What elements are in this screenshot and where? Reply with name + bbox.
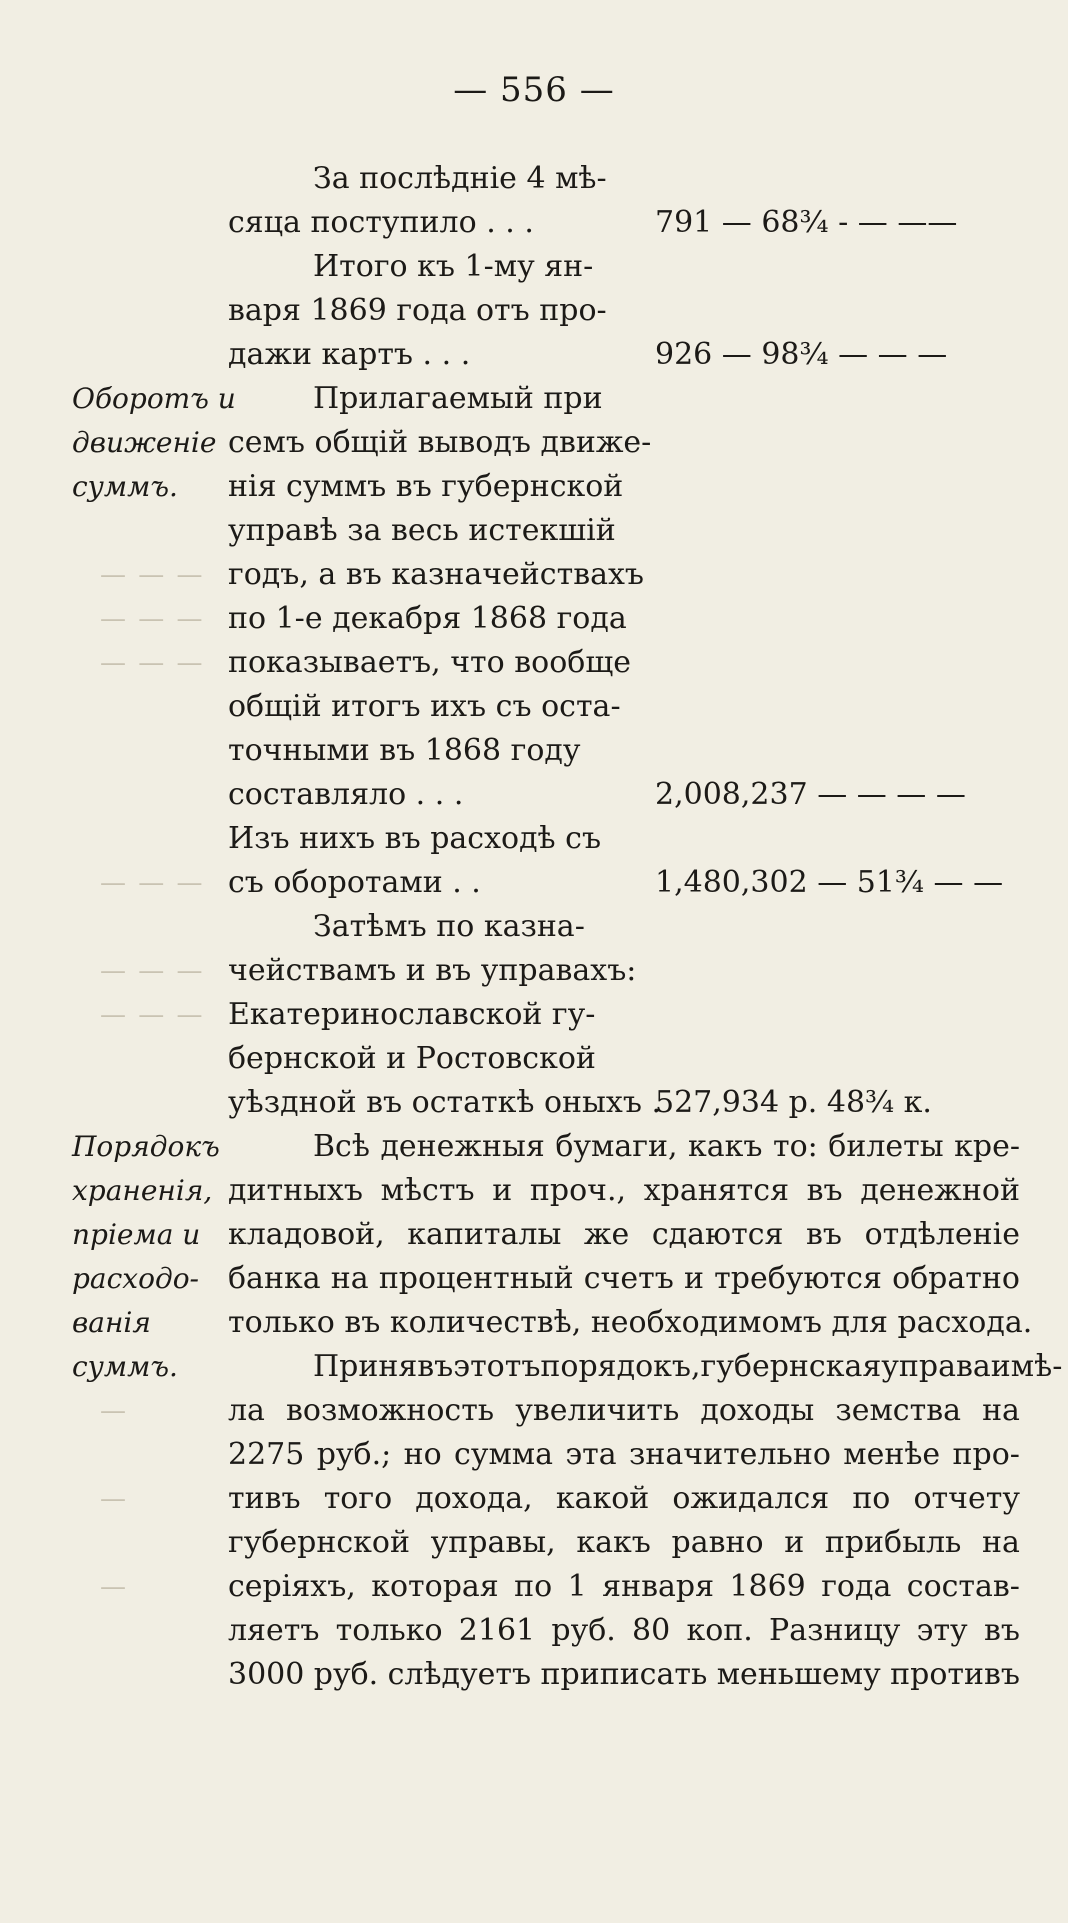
text-line bbox=[228, 157, 1028, 201]
line-text: семъ общій выводъ движе- bbox=[228, 425, 652, 460]
line-text: серіяхъ, которая по 1 января 1869 года состав- bbox=[228, 1569, 1020, 1604]
text-line bbox=[228, 201, 1028, 245]
margin-note: Оборотъ и bbox=[72, 382, 236, 415]
text-line bbox=[228, 1609, 1028, 1653]
margin-note: Порядокъ bbox=[72, 1130, 220, 1163]
text-line bbox=[228, 1521, 1028, 1565]
page-number: — 556 — bbox=[453, 70, 615, 110]
line-text: ла возможность увеличить доходы земства на bbox=[228, 1393, 1020, 1428]
bleed-mark: — — — bbox=[100, 604, 205, 634]
line-text: варя 1869 года отъ про- bbox=[228, 293, 607, 328]
line-text: Прилагаемый при bbox=[313, 381, 603, 416]
text-line bbox=[228, 905, 1028, 949]
amount-value: 791 — 68¾ - — —— bbox=[655, 205, 958, 240]
text-line bbox=[228, 949, 1028, 993]
text-line bbox=[228, 465, 1028, 509]
line-text: Принявъ этотъ порядокъ, губернская управа имѣ- bbox=[313, 1349, 1063, 1384]
text-line bbox=[228, 553, 1028, 597]
line-text: общій итогъ ихъ съ оста- bbox=[228, 689, 621, 724]
text-line bbox=[228, 421, 1028, 465]
text-line bbox=[228, 1389, 1028, 1433]
text-line bbox=[228, 245, 1028, 289]
line-text: бернской и Ростовской bbox=[228, 1041, 596, 1076]
text-line bbox=[228, 1213, 1028, 1257]
text-line bbox=[228, 1125, 1028, 1169]
line-text: банка на процентный счетъ и требуются обратно bbox=[228, 1261, 1020, 1296]
margin-note: движеніе bbox=[72, 426, 217, 459]
margin-note: расходо- bbox=[72, 1262, 200, 1295]
text-line bbox=[228, 1257, 1028, 1301]
amount-value: 926 — 98¾ — — — bbox=[655, 337, 948, 372]
line-text: Всѣ денежныя бумаги, какъ то: билеты кре- bbox=[313, 1129, 1020, 1164]
bleed-mark: — bbox=[100, 1396, 128, 1426]
line-text: годъ, а въ казначействахъ bbox=[228, 557, 644, 592]
line-text: Екатеринославской гу- bbox=[228, 997, 596, 1032]
line-text: За послѣдніе 4 мѣ- bbox=[313, 161, 607, 196]
text-line bbox=[228, 1081, 1028, 1125]
text-line bbox=[228, 289, 1028, 333]
line-text: точными въ 1868 году bbox=[228, 733, 581, 768]
text-line bbox=[228, 1037, 1028, 1081]
line-text: дажи картъ . . . bbox=[228, 337, 471, 372]
bleed-mark: — — — bbox=[100, 956, 205, 986]
margin-note: храненія, bbox=[72, 1174, 213, 1207]
amount-value: 527,934 р. 48¾ к. bbox=[655, 1085, 932, 1120]
line-text: кладовой, капиталы же сдаются въ отдѣленіе bbox=[228, 1217, 1020, 1252]
text-line bbox=[228, 817, 1028, 861]
line-text: 2275 руб.; но сумма эта значительно менѣе про- bbox=[228, 1437, 1020, 1472]
line-text: дитныхъ мѣстъ и проч., хранятся въ денежной bbox=[228, 1173, 1020, 1208]
line-text: управѣ за весь истекшій bbox=[228, 513, 616, 548]
line-text: губернской управы, какъ равно и прибыль на bbox=[228, 1525, 1020, 1560]
line-text: Итого къ 1-му ян- bbox=[313, 249, 594, 284]
line-text: ляетъ только 2161 руб. 80 коп. Разницу эту въ bbox=[228, 1613, 1020, 1648]
bleed-mark: — bbox=[100, 1572, 128, 1602]
line-text: тивъ того дохода, какой ожидался по отчету bbox=[228, 1481, 1020, 1516]
line-text: нія суммъ въ губернской bbox=[228, 469, 624, 504]
line-text: 3000 руб. слѣдуетъ приписать меньшему противъ bbox=[228, 1657, 1020, 1692]
text-line bbox=[228, 1653, 1028, 1697]
amount-value: 2,008,237 — — — — bbox=[655, 777, 966, 812]
line-text: только въ количествѣ, необходимомъ для расхода. bbox=[228, 1305, 1033, 1340]
line-text: Затѣмъ по казна- bbox=[313, 909, 585, 944]
line-text: Изъ нихъ въ расходѣ съ bbox=[228, 821, 602, 856]
text-line bbox=[228, 861, 1028, 905]
bleed-mark: — — — bbox=[100, 560, 205, 590]
margin-note: ванія bbox=[72, 1306, 151, 1339]
text-line bbox=[228, 685, 1028, 729]
text-line bbox=[228, 1301, 1033, 1345]
text-line bbox=[228, 1477, 1028, 1521]
line-text: чействамъ и въ управахъ: bbox=[228, 953, 637, 988]
text-line bbox=[228, 773, 1028, 817]
line-text: сяца поступило . . . bbox=[228, 205, 534, 240]
bleed-mark: — — — bbox=[100, 1000, 205, 1030]
margin-note: суммъ. bbox=[72, 470, 178, 503]
line-text: показываетъ, что вообще bbox=[228, 645, 631, 680]
margin-note: пріема и bbox=[72, 1218, 201, 1251]
text-line bbox=[228, 1565, 1028, 1609]
text-line bbox=[228, 597, 1028, 641]
text-line bbox=[228, 377, 1028, 421]
text-line bbox=[228, 641, 1028, 685]
line-text: по 1-е декабря 1868 года bbox=[228, 601, 627, 636]
text-line bbox=[228, 1433, 1028, 1477]
text-line bbox=[228, 729, 1028, 773]
bleed-mark: — bbox=[100, 1484, 128, 1514]
line-text: съ оборотами . . bbox=[228, 865, 481, 900]
text-line bbox=[228, 993, 1028, 1037]
line-text: уѣздной въ остаткѣ оныхъ . bbox=[228, 1085, 662, 1120]
text-line bbox=[228, 333, 1028, 377]
text-line bbox=[228, 1345, 1063, 1389]
amount-value: 1,480,302 — 51¾ — — bbox=[655, 865, 1004, 900]
bleed-mark: — — — bbox=[100, 648, 205, 678]
text-line bbox=[228, 509, 1028, 553]
bleed-mark: — — — bbox=[100, 868, 205, 898]
text-line bbox=[228, 1169, 1028, 1213]
line-text: составляло . . . bbox=[228, 777, 464, 812]
margin-note: суммъ. bbox=[72, 1350, 178, 1383]
